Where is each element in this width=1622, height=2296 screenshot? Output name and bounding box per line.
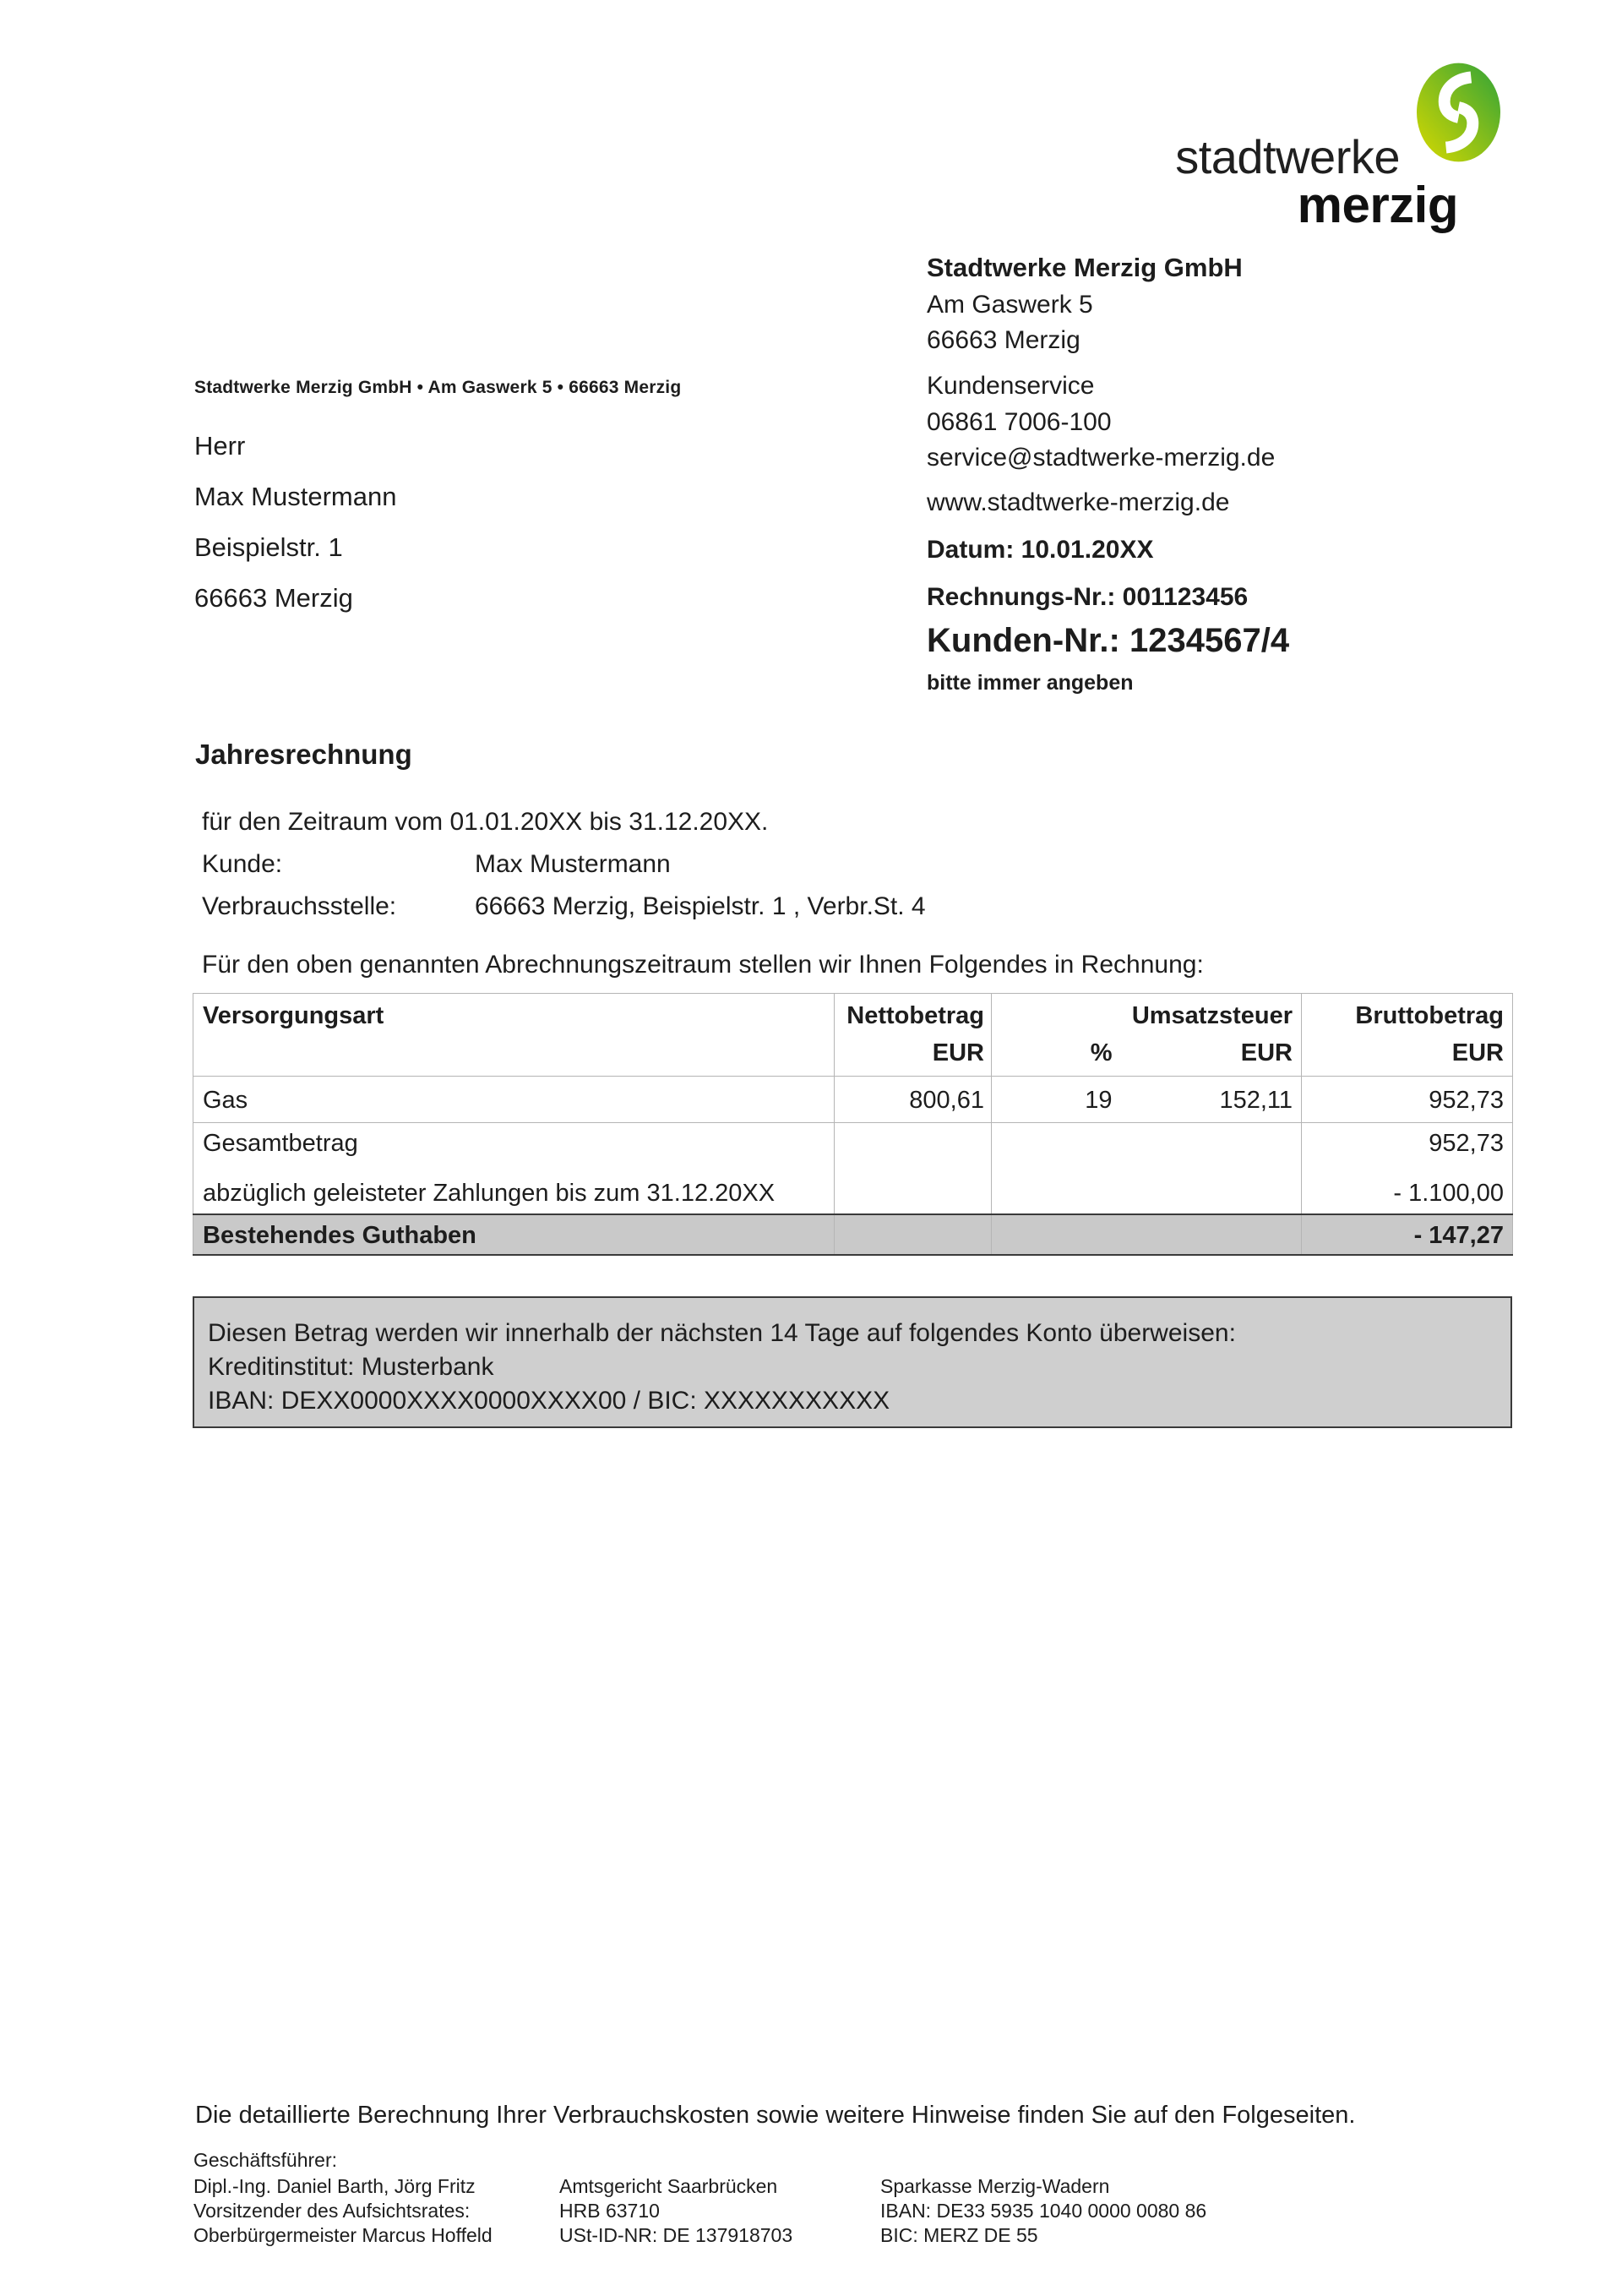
provider-email: service@stadtwerke-merzig.de <box>927 444 1276 472</box>
customer-label: Kunde: <box>202 850 283 878</box>
header-unit-blank <box>193 1038 835 1077</box>
footer-line: BIC: MERZ DE 55 <box>880 2224 1038 2246</box>
header-vat: Umsatzsteuer <box>992 994 1302 1038</box>
provider-name: Stadtwerke Merzig GmbH <box>927 253 1243 282</box>
table-header-row-2 <box>193 1038 1513 1077</box>
gas-gross: 952,73 <box>1302 1077 1513 1123</box>
table-row-gas <box>193 1077 1513 1123</box>
footer-line: Oberbürgermeister Marcus Hoffeld <box>193 2224 493 2246</box>
footer-column-management <box>193 2174 493 2248</box>
management-label: Geschäftsführer: <box>193 2149 338 2171</box>
invoice-date: Datum: 10.01.20XX <box>927 536 1154 564</box>
provider-street: Am Gaswerk 5 <box>927 291 1093 319</box>
provider-phone: 06861 7006-100 <box>927 408 1112 436</box>
table-row-subtotal <box>193 1123 1513 1214</box>
recipient-address <box>194 421 396 624</box>
footer-column-bank <box>880 2174 1206 2248</box>
footer-column-registry <box>559 2174 792 2248</box>
gas-vat-eur: 152,11 <box>1124 1077 1302 1123</box>
total-gross: 952,73 <box>1429 1130 1504 1157</box>
recipient-city: 66663 Merzig <box>194 583 353 613</box>
provider-service-label: Kundenservice <box>927 372 1095 400</box>
customer-value: Max Mustermann <box>475 850 671 878</box>
table-header-row-1 <box>193 994 1513 1038</box>
total-label: Gesamtbetrag <box>203 1130 358 1157</box>
document-title: Jahresrechnung <box>195 739 412 770</box>
header-vat-pct-unit: % <box>992 1038 1124 1077</box>
provider-website: www.stadtwerke-merzig.de <box>927 488 1230 516</box>
header-gross-unit: EUR <box>1302 1038 1513 1077</box>
s-swirl-icon <box>1417 63 1500 162</box>
closing-note: Die detaillierte Berechnung Ihrer Verbrauchskosten sowie weitere Hinweise finden Sie auf den Folgeseiten. <box>195 2102 1356 2129</box>
footer-line: Amtsgericht Saarbrücken <box>559 2175 778 2197</box>
payments-label: abzüglich geleisteter Zahlungen bis zum 31.12.20XX <box>203 1180 776 1207</box>
recipient-salutation: Herr <box>194 431 246 461</box>
customer-number-hint: bitte immer angeben <box>927 671 1134 695</box>
footer-line: HRB 63710 <box>559 2200 660 2222</box>
footer-line: Vorsitzender des Aufsichtsrates: <box>193 2200 471 2222</box>
gas-label: Gas <box>193 1077 835 1123</box>
consumption-site-row <box>202 892 926 921</box>
header-gross: Bruttobetrag <box>1355 1002 1504 1029</box>
payout-info-box <box>193 1296 1512 1428</box>
balance-gross: - 147,27 <box>1302 1214 1513 1255</box>
payout-bank: Kreditinstitut: Musterbank <box>208 1353 494 1381</box>
table-row-balance <box>193 1214 1513 1255</box>
header-supply-type: Versorgungsart <box>193 994 835 1038</box>
footer-line: IBAN: DE33 5935 1040 0000 0080 86 <box>880 2200 1207 2222</box>
payments-gross: - 1.100,00 <box>1393 1180 1504 1207</box>
footer-line: Sparkasse Merzig-Wadern <box>880 2175 1110 2197</box>
balance-label: Bestehendes Guthaben <box>193 1214 835 1255</box>
payout-sentence: Diesen Betrag werden wir innerhalb der nächsten 14 Tage auf folgendes Konto überweisen: <box>208 1319 1236 1347</box>
logo-wordmark-stadtwerke: stadtwerke <box>1175 130 1400 183</box>
billing-period: für den Zeitraum vom 01.01.20XX bis 31.12.20XX. <box>202 808 769 836</box>
recipient-name: Max Mustermann <box>194 482 397 511</box>
consumption-site-value: 66663 Merzig, Beispielstr. 1 , Verbr.St. 4 <box>475 892 926 920</box>
payout-iban-bic: IBAN: DEXX0000XXXX0000XXXX00 / BIC: XXXXXXXXXXX <box>208 1387 890 1415</box>
consumption-site-label: Verbrauchsstelle: <box>202 892 397 920</box>
header-net: Nettobetrag <box>835 994 992 1038</box>
header-vat-eur-unit: EUR <box>1124 1038 1302 1077</box>
sender-return-address: Stadtwerke Merzig GmbH • Am Gaswerk 5 • 66663 Merzig <box>194 378 682 397</box>
gas-vat-pct: 19 <box>992 1077 1124 1123</box>
logo-wordmark-merzig: merzig <box>1297 177 1458 233</box>
provider-city: 66663 Merzig <box>927 326 1080 354</box>
table-intro-sentence: Für den oben genannten Abrechnungszeitraum stellen wir Ihnen Folgendes in Rechnung: <box>202 951 1204 979</box>
gas-net: 800,61 <box>835 1077 992 1123</box>
customer-row <box>202 850 671 879</box>
header-net-unit: EUR <box>835 1038 992 1077</box>
charges-table <box>193 993 1513 1256</box>
footer-line: Dipl.-Ing. Daniel Barth, Jörg Fritz <box>193 2175 476 2197</box>
footer-line: USt-ID-NR: DE 137918703 <box>559 2224 793 2246</box>
recipient-street: Beispielstr. 1 <box>194 532 343 562</box>
invoice-number: Rechnungs-Nr.: 001123456 <box>927 583 1249 611</box>
customer-number: Kunden-Nr.: 1234567/4 <box>927 622 1290 659</box>
